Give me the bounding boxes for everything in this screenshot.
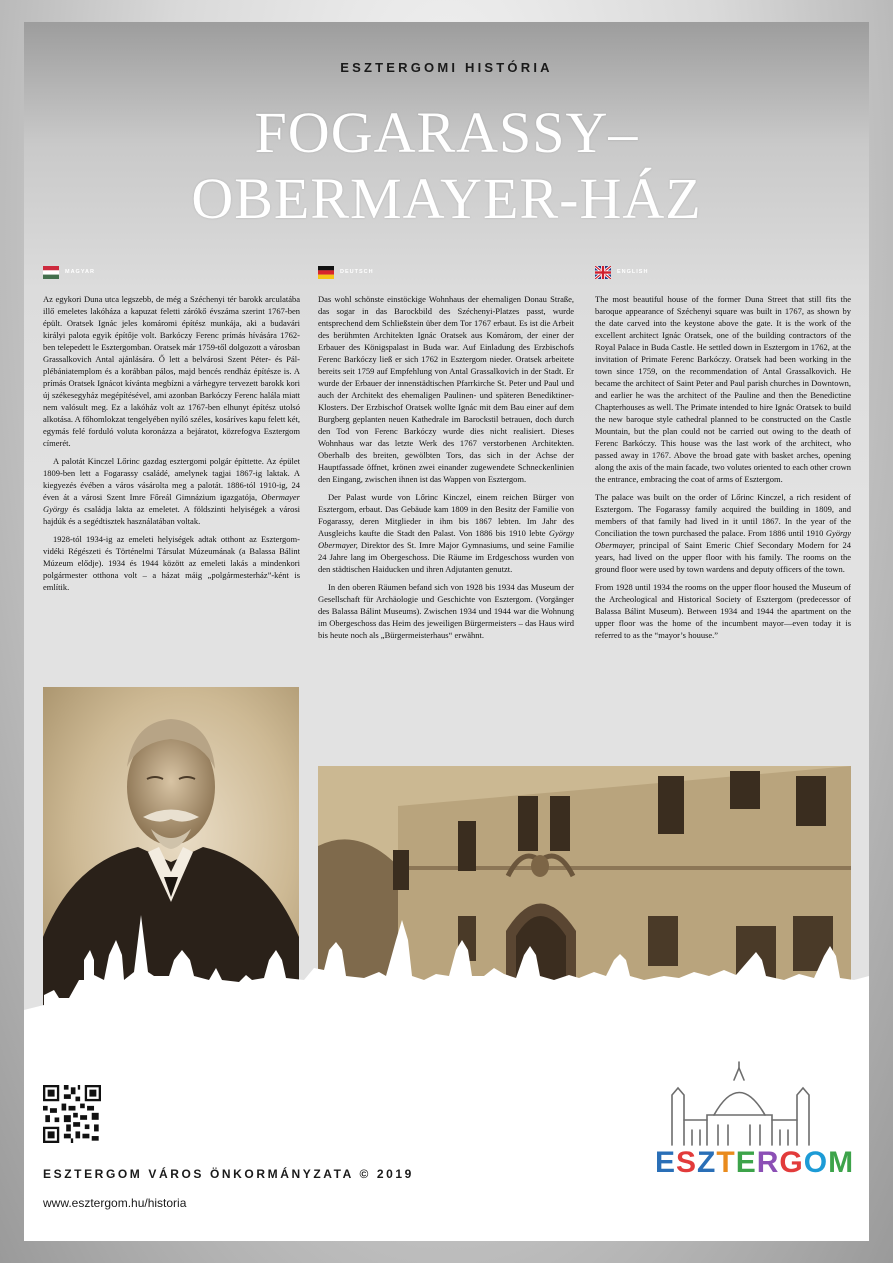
esztergom-logo-wordmark bbox=[655, 1146, 854, 1180]
logo-letter: O bbox=[803, 1146, 829, 1179]
paragraph-2 bbox=[43, 455, 300, 527]
hungarian-flag-icon bbox=[43, 266, 59, 279]
body-text bbox=[43, 293, 300, 593]
column-header bbox=[595, 265, 851, 279]
paragraph-2-text-b: Direktor des St. Imre Major Gymnasiums, und seine Familie 24 Jahre lang im Obergeschoss. Die Räume im Erdgeschoss wurden von den städtischen Haiducken und ihren Adjutanten genutzt. bbox=[318, 540, 574, 574]
website-link[interactable]: www.esztergom.hu/historia bbox=[43, 1196, 187, 1210]
logo-letter: S bbox=[676, 1146, 698, 1179]
paragraph-3: From 1928 until 1934 the rooms on the upper floor housed the Museum of the Archeological and Historical Society of Esztergom (predecessor of Balassa Bálint Museum). Between 1934 and 1944 the apartment on the upper floor was the home of the incumbent mayor—even today it is referred to as the “mayor’s houuse.” bbox=[595, 582, 851, 640]
paragraph-2-text-b: principal of Saint Emeric Chief Secondary Modern for 24 years, had lived on the upper floor with his family. The rooms on the ground floor were used by town wardens and deputy officers of the town. bbox=[595, 540, 851, 574]
body-text bbox=[595, 293, 851, 641]
paragraph-2-text-b: és családja lakta az emeletet. A földszinti helyiségek a városi hajdúk és a segédtisztek használatában voltak. bbox=[43, 504, 300, 526]
paragraph-3: In den oberen Räumen befand sich von 1928 bis 1934 das Museum der Gesellschaft für Archäologie und Geschichte von Esztergom. (Vorgänger des Balassa Bálint Museums). Zwischen 1934 und 1944 war die Wohnung im Obergeschoss das Heim des jeweiligen Bürgermeisters – das Haus wird bis heute noch als „Bürgermeisterhaus“ erwähnt. bbox=[318, 582, 574, 640]
person-name: György Obermayer, bbox=[595, 528, 851, 550]
german-flag-icon bbox=[318, 266, 334, 279]
logo-letter: M bbox=[828, 1146, 855, 1179]
paragraph-2-text-a: Der Palast wurde von Lőrinc Kinczel, einem reichen Bürger von Esztergom, erbaut. Das Gebäude kam 1809 in den Besitz der Familie von Fogarassy, deren Mitglieder in ihm bis 1867 lebten. Im Jahr des Ausgleichs kaufte die Stadt den Palast. Von 1886 bis 1910 lebte bbox=[318, 492, 574, 538]
column-german bbox=[318, 265, 574, 647]
column-header bbox=[43, 265, 300, 279]
body-text bbox=[318, 293, 574, 641]
column-header bbox=[318, 265, 574, 279]
logo-letter: E bbox=[655, 1146, 677, 1179]
column-english bbox=[595, 265, 851, 647]
paragraph-2 bbox=[595, 491, 851, 575]
logo-letter: T bbox=[716, 1146, 736, 1179]
paragraph-1: The most beautiful house of the former Duna Street that still fits the baroque appearance of Széchenyi square was built in 1767, as shown by the date carved into the keystone above the gate. It is the work of the excellent architect Ignác Oratsek, one of the building contractors of the Royal Palace in Buda Castle. He settled down in Esztergom in 1762, at the invitation of Primate Ferenc Barkóczy. Oratsek had been working in the town since 1759, on the recommendation of Antal Grassalkovich. He became the architect of Saint Peter and Paul parish churches in Downtown, and earlier he was the architect of the Pauline and then the Benedictine Chapterhouses as well. The Primate intended to hire Ignác Oratsek to build the new baroque style cathedral planned to be constructed on the Castle Mountain, but the plan could not be carried out owing to the death of Ferenc Barkóczy. This house was the last work of the architect, who passed away in 1767. Above the broad gate with basket arches, opening along the axis of the main facade, two volutes oriented to each other crown the entrance, embracing the coat of arms of Esztergom. bbox=[595, 294, 851, 484]
paragraph-2-text-a: A palotát Kinczel Lőrinc gazdag esztergomi polgár építtette. Az épület 1809-ben lett a Fogarassy családé, amelynek tagjai 1867-ig laktak. A kiegyezés évében a város vásárolta meg a palotát. 1886-tól 1910-ig, 24 éven át a városi Szent Imre Főreál Gimnázium igazgatója, bbox=[43, 456, 300, 502]
paragraph-1: Das wohl schönste einstöckige Wohnhaus der ehemaligen Donau Straße, das sogar in das Barockbild des Széchenyi-Platzes passt, wurde entsprechend dem Schließstein über dem Tor 1767 erbaut. Es ist die Arbeit des berühmten Architekten Ignác Oratsek aus Komárom, der einer der Erbauer des Königspalast in Buda war. Auf Einladung des Erzbischofs Ferenc Barkóczy ließ er sich 1762 in Esztergom nieder. Oratsek arbeitete bereits seit 1759 auf Empfehlung von Antal Grassalkovich in der Stadt. Er wurde der Erbauer der innenstädtischen Pfarrkirche St. Peter und Paul und auch der Architekt des ehemaligen Paulinen- und späteren Benediktiner-Klosters. Der Erzbischof Oratsek wollte Ignác mit dem Bau einer auf dem Burgberg geplanten neuen Kathedrale im Barockstil betrauen, doch durch den Tod von Ferenc Barkóczy wurde dies nicht realisiert. Dieses Wohnhaus war das letzte Werk des 1767 verstorbenen Architekten. Oberhalb des breiten, gewölbten Tors, das sich in der Achse der Hauptfassade öffnet, krönen zwei einander zugewendete Schneckenlinien den Eingang, zwischen ihnen ist das Wappen von Esztergom. bbox=[318, 294, 574, 484]
person-name: György Obermayer, bbox=[318, 528, 574, 550]
organization-credit: ESZTERGOM VÁROS ÖNKORMÁNYZATA © 2019 bbox=[43, 1167, 414, 1181]
column-hungarian bbox=[43, 265, 300, 599]
paragraph-2-text-a: The palace was built on the order of Lőrinc Kinczel, a rich resident of Esztergom. The Fogarassy family acquired the building in 1809, and members of that family had lived in it until 1867. In the year of the Conciliation the town purchased the palace. From 1886 until 1910 bbox=[595, 492, 851, 538]
person-name: Obermayer György bbox=[43, 492, 300, 514]
paragraph-3: 1928-tól 1934-ig az emeleti helyiségek adtak otthont az Esztergom-vidéki Régészeti és Történelmi Társulat Múzeumának (a Balassa Bálint Múzeum elődje). 1934 és 1944 között az emeleti lakás a mindenkori polgármester otthona volt – a házat máig „polgármesterház”-ként is említik. bbox=[43, 534, 300, 592]
title-line-2: OBERMAYER-HÁZ bbox=[191, 166, 702, 231]
logo-letter: R bbox=[756, 1146, 780, 1179]
paragraph-1: Az egykori Duna utca legszebb, de még a Széchenyi tér barokk arculatába illő emeletes lakóháza a kapuzat feletti zárókő évszáma szerint 1767-ben épült. Oratsek Ignác jeles komáromi építész munkája, aki a budavári királyi palota egyik építője volt. Barkóczy Ferenc prímás hívására 1762-ben telepedett le Esztergomban. Oratsek már 1759-től dolgozott a városban Grassalkovich Antal ajánlására. Ő lett a belvárosi Szent Péter- és Pál-plébániatemplom és a korábban pálos, majd bencés rendház építésze is. A prímás Oratsek Ignácot kívánta megbízni a várhegyre tervezett barokk kori új székesegyház megépítésével, ami azonban Barkóczy Ferenc halála miatt nem valósult meg. Ez a lakóház volt az 1767-ben elhunyt építész utolsó alkotása. A főhomlokzat tengelyében nyíló széles, kosáríves kapu felett két, egymás felé forduló voluta koronázza a bejáratot, közrefogva Esztergom címerét. bbox=[43, 294, 300, 448]
language-label: ENGLISH bbox=[617, 269, 649, 275]
page-title bbox=[0, 100, 893, 232]
paragraph-2 bbox=[318, 491, 574, 575]
qr-code[interactable] bbox=[43, 1085, 101, 1143]
logo-letter: E bbox=[735, 1146, 757, 1179]
language-label: MAGYAR bbox=[65, 269, 95, 275]
language-label: DEUTSCH bbox=[340, 269, 374, 275]
series-title: ESZTERGOMI HISTÓRIA bbox=[340, 60, 553, 75]
title-line-1: FOGARASSY– bbox=[254, 100, 639, 165]
uk-flag-icon bbox=[595, 266, 611, 279]
logo-letter: G bbox=[779, 1146, 804, 1179]
logo-letter: Z bbox=[697, 1146, 717, 1179]
